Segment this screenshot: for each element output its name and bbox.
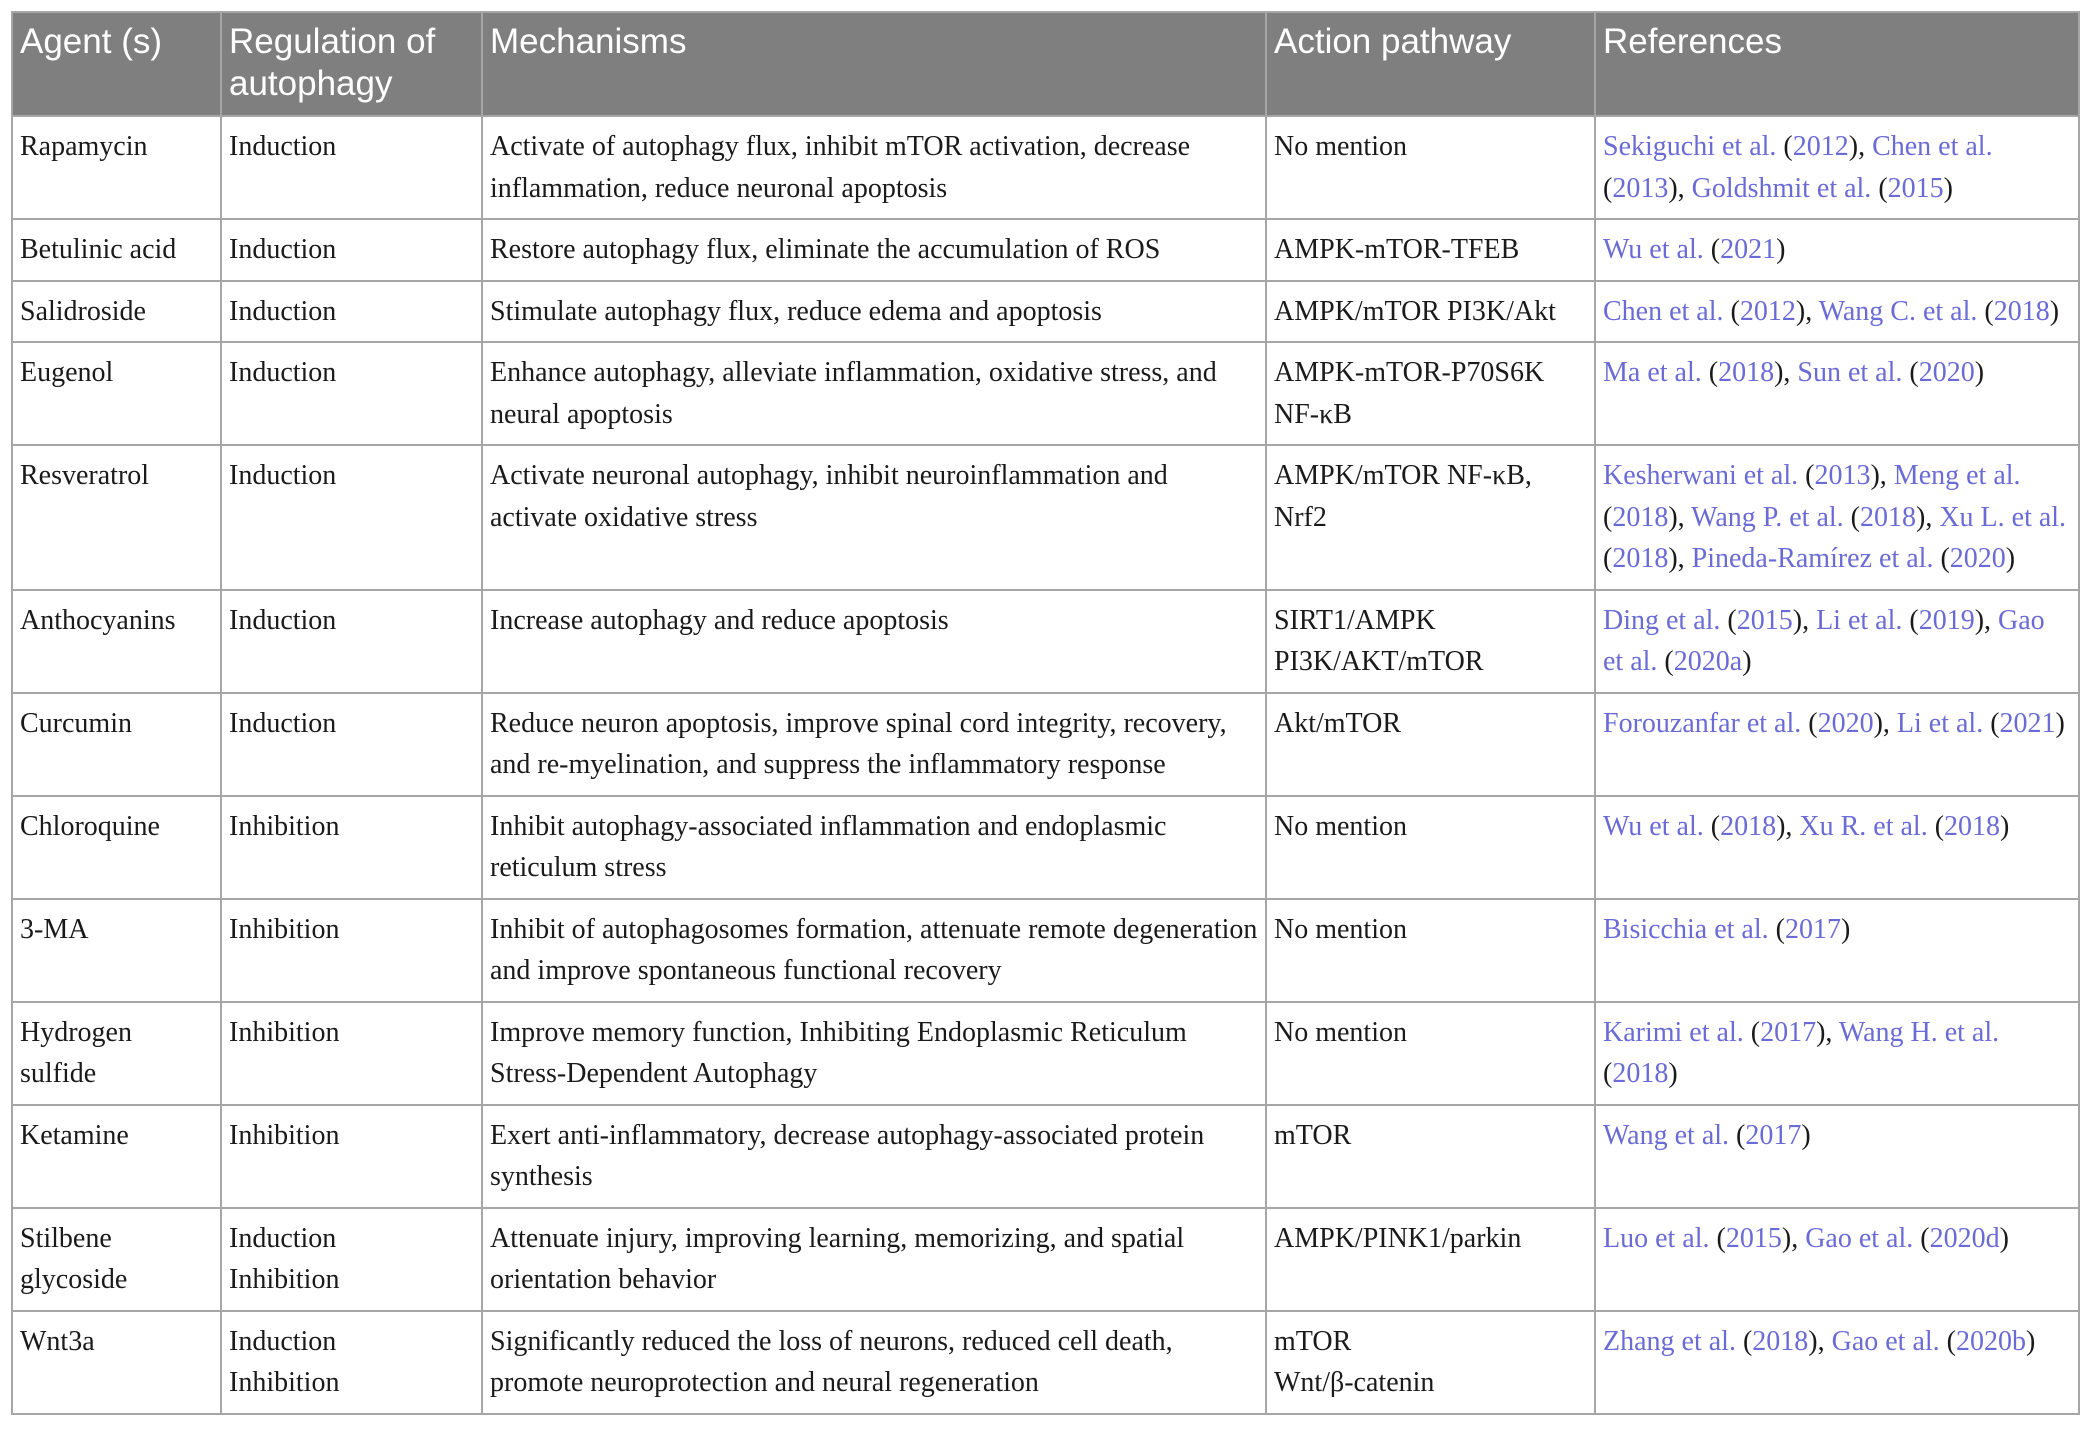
reference-author-link[interactable]: Sekiguchi et al. [1603, 131, 1777, 162]
reference-year-link[interactable]: 2021 [1720, 234, 1777, 265]
reference-author-link[interactable]: Kesherwani et al. [1603, 460, 1799, 491]
regulation-value: Inhibition [229, 1119, 340, 1151]
reference-year-link[interactable]: 2018 [1752, 1325, 1809, 1357]
reference-author-link[interactable]: Ding et al. [1603, 604, 1721, 636]
reference-author-link[interactable]: Wang P. et al. [1691, 501, 1844, 533]
cell-references: Zhang et al. (2018), Gao et al. (2020b) [1595, 1311, 2079, 1414]
table-row [12, 219, 2079, 281]
reference-author-link[interactable]: Pineda-Ramírez et al. [1691, 543, 1934, 574]
cell-action-pathway [1266, 342, 1595, 445]
reference-author-link[interactable]: Sun et al. [1797, 357, 1903, 388]
cell-action-pathway [1266, 590, 1595, 693]
cell-agent: Wnt3a [12, 1311, 221, 1414]
reference-author-link[interactable]: Chen et al. [1603, 295, 1724, 327]
reference-author-link[interactable]: Goldshmit et al. [1691, 172, 1872, 204]
cell-mechanism: Inhibit autophagy-associated inflammation and endoplasmic reticulum stress [482, 796, 1266, 899]
pathway-value: AMPK/mTOR PI3K/Akt [1274, 295, 1556, 327]
pathway-value: No mention [1274, 810, 1407, 842]
table-row [12, 590, 2079, 693]
pathway-value: AMPK/mTOR NF-κB, [1274, 460, 1532, 491]
table-header-row [12, 12, 2079, 116]
cell-agent: Curcumin [12, 693, 221, 796]
regulation-value: Induction [229, 1325, 337, 1357]
cell-references: Chen et al. (2012), Wang C. et al. (2018) [1595, 281, 2079, 343]
header-agent: Agent (s) [12, 12, 221, 116]
cell-mechanism: Attenuate injury, improving learning, memorizing, and spatial orientation behavior [482, 1208, 1266, 1311]
reference-year-link[interactable]: 2012 [1792, 131, 1849, 162]
cell-agent: Hydrogen sulfide [12, 1002, 221, 1105]
reference-author-link[interactable]: Wu et al. [1603, 810, 1704, 842]
cell-mechanism: Enhance autophagy, alleviate inflammation, oxidative stress, and neural apoptosis [482, 342, 1266, 445]
cell-regulation [221, 693, 482, 796]
reference-year-link[interactable]: 2015 [1736, 604, 1793, 636]
table-row [12, 116, 2079, 219]
regulation-value: Inhibition [229, 1367, 340, 1398]
reference-author-link[interactable]: Karimi et al. [1603, 1016, 1744, 1048]
cell-references: Wu et al. (2018), Xu R. et al. (2018) [1595, 796, 2079, 899]
cell-agent: Rapamycin [12, 116, 221, 219]
reference-year-link[interactable]: 2020 [1949, 543, 2006, 574]
reference-author-link[interactable]: Zhang et al. [1603, 1325, 1736, 1357]
pathway-value: AMPK-mTOR-P70S6K [1274, 357, 1545, 388]
cell-mechanism: Exert anti-inflammatory, decrease autophagy-associated protein synthesis [482, 1105, 1266, 1208]
reference-year-link[interactable]: 2020 [1918, 357, 1975, 388]
reference-year-link[interactable]: 2018 [1612, 543, 1669, 574]
cell-regulation [221, 1105, 482, 1208]
cell-regulation [221, 1002, 482, 1105]
table-row [12, 1311, 2079, 1414]
table-row [12, 796, 2079, 899]
reference-author-link[interactable]: Wang C. et al. [1818, 295, 1978, 327]
regulation-value: Induction [229, 1222, 337, 1254]
reference-year-link[interactable]: 2017 [1745, 1119, 1802, 1151]
reference-author-link[interactable]: Wang H. et al. [1838, 1016, 2000, 1048]
cell-agent: 3-MA [12, 899, 221, 1002]
cell-mechanism: Increase autophagy and reduce apoptosis [482, 590, 1266, 693]
cell-references: Ma et al. (2018), Sun et al. (2020) [1595, 342, 2079, 445]
cell-references: Wang et al. (2017) [1595, 1105, 2079, 1208]
cell-regulation [221, 899, 482, 1002]
pathway-value: Nrf2 [1274, 501, 1327, 533]
reference-author-link[interactable]: Xu L. et al. [1939, 501, 2067, 533]
cell-mechanism: Reduce neuron apoptosis, improve spinal cord integrity, recovery, and re-myelination, and suppress the inflammatory response [482, 693, 1266, 796]
pathway-value: mTOR [1274, 1119, 1352, 1151]
regulation-value: Induction [229, 234, 337, 265]
cell-regulation [221, 1311, 482, 1414]
reference-year-link[interactable]: 2017 [1784, 913, 1841, 945]
regulation-value: Inhibition [229, 1264, 340, 1295]
regulation-value: Inhibition [229, 913, 340, 945]
table-row [12, 342, 2079, 445]
reference-year-link[interactable]: 2018 [1944, 810, 2001, 842]
cell-agent: Anthocyanins [12, 590, 221, 693]
regulation-value: Induction [229, 604, 337, 636]
reference-author-link[interactable]: Gao et al. [1831, 1325, 1940, 1357]
regulation-value: Induction [229, 295, 337, 327]
cell-references: Bisicchia et al. (2017) [1595, 899, 2079, 1002]
reference-author-link[interactable]: Gao et al. [1603, 604, 2045, 677]
cell-references: Luo et al. (2015), Gao et al. (2020d) [1595, 1208, 2079, 1311]
reference-year-link[interactable]: 2018 [1718, 357, 1775, 388]
cell-action-pathway [1266, 899, 1595, 1002]
header-references: References [1595, 12, 2079, 116]
cell-regulation [221, 342, 482, 445]
reference-year-link[interactable]: 2013 [1814, 460, 1871, 491]
cell-action-pathway [1266, 1002, 1595, 1105]
table-row [12, 1002, 2079, 1105]
cell-agent: Resveratrol [12, 445, 221, 590]
reference-year-link[interactable]: 2012 [1739, 295, 1796, 327]
autophagy-agents-table [11, 11, 2080, 1415]
cell-action-pathway [1266, 219, 1595, 281]
cell-action-pathway [1266, 796, 1595, 899]
pathway-value: Akt/mTOR [1274, 707, 1402, 739]
cell-agent: Chloroquine [12, 796, 221, 899]
cell-regulation [221, 445, 482, 590]
cell-agent: Betulinic acid [12, 219, 221, 281]
cell-regulation [221, 796, 482, 899]
reference-author-link[interactable]: Ma et al. [1603, 357, 1702, 388]
reference-author-link[interactable]: Li et al. [1896, 707, 1984, 739]
cell-agent: Stilbene glycoside [12, 1208, 221, 1311]
regulation-value: Inhibition [229, 1016, 340, 1048]
reference-author-link[interactable]: Xu R. et al. [1799, 810, 1928, 842]
regulation-value: Induction [229, 460, 337, 491]
regulation-value: Induction [229, 131, 337, 162]
cell-mechanism: Inhibit of autophagosomes formation, attenuate remote degeneration and improve spontaneous functional recovery [482, 899, 1266, 1002]
regulation-value: Inhibition [229, 810, 340, 842]
header-regulation: Regulation of autophagy [221, 12, 482, 116]
reference-year-link[interactable]: 2019 [1918, 604, 1975, 636]
pathway-value: AMPK-mTOR-TFEB [1274, 234, 1520, 265]
cell-action-pathway [1266, 1105, 1595, 1208]
cell-mechanism: Activate neuronal autophagy, inhibit neuroinflammation and activate oxidative stress [482, 445, 1266, 590]
cell-action-pathway [1266, 1208, 1595, 1311]
cell-agent: Ketamine [12, 1105, 221, 1208]
header-action-pathway: Action pathway [1266, 12, 1595, 116]
cell-mechanism: Improve memory function, Inhibiting Endoplasmic Reticulum Stress-Dependent Autophagy [482, 1002, 1266, 1105]
reference-author-link[interactable]: Li et al. [1816, 604, 1903, 636]
cell-mechanism: Restore autophagy flux, eliminate the accumulation of ROS [482, 219, 1266, 281]
reference-author-link[interactable]: Gao et al. [1805, 1222, 1914, 1254]
reference-author-link[interactable]: Luo et al. [1603, 1222, 1710, 1254]
pathway-value: AMPK/PINK1/parkin [1274, 1222, 1522, 1254]
table-row [12, 693, 2079, 796]
cell-references: Ding et al. (2015), Li et al. (2019), Gao et al. (2020a) [1595, 590, 2079, 693]
pathway-value: PI3K/AKT/mTOR [1274, 646, 1484, 677]
pathway-value: No mention [1274, 131, 1407, 162]
reference-year-link[interactable]: 2018 [1859, 501, 1916, 533]
cell-mechanism: Stimulate autophagy flux, reduce edema and apoptosis [482, 281, 1266, 343]
regulation-value: Induction [229, 357, 337, 388]
cell-action-pathway [1266, 281, 1595, 343]
cell-references: Wu et al. (2021) [1595, 219, 2079, 281]
reference-year-link[interactable]: 2018 [1720, 810, 1777, 842]
pathway-value: No mention [1274, 913, 1407, 945]
cell-references: Forouzanfar et al. (2020), Li et al. (2021) [1595, 693, 2079, 796]
pathway-value: No mention [1274, 1016, 1407, 1048]
cell-action-pathway [1266, 693, 1595, 796]
cell-references: Karimi et al. (2017), Wang H. et al. (2018) [1595, 1002, 2079, 1105]
reference-author-link[interactable]: Bisicchia et al. [1603, 913, 1769, 945]
pathway-value: Wnt/β-catenin [1274, 1367, 1435, 1398]
reference-author-link[interactable]: Wang et al. [1603, 1119, 1730, 1151]
reference-year-link[interactable]: 2017 [1760, 1016, 1817, 1048]
pathway-value: mTOR [1274, 1325, 1352, 1357]
cell-regulation [221, 219, 482, 281]
header-mechanisms: Mechanisms [482, 12, 1266, 116]
reference-year-link[interactable]: 2020 [1817, 707, 1874, 739]
pathway-value: SIRT1/AMPK [1274, 604, 1436, 636]
reference-year-link[interactable]: 2013 [1612, 172, 1669, 204]
reference-year-link[interactable]: 2018 [1612, 1058, 1669, 1089]
cell-regulation [221, 281, 482, 343]
table-body [12, 116, 2079, 1414]
cell-action-pathway [1266, 116, 1595, 219]
cell-agent: Salidroside [12, 281, 221, 343]
cell-regulation [221, 116, 482, 219]
table-row [12, 445, 2079, 590]
reference-author-link[interactable]: Wu et al. [1603, 234, 1704, 265]
regulation-value: Induction [229, 707, 337, 739]
cell-action-pathway [1266, 445, 1595, 590]
reference-author-link[interactable]: Meng et al. [1893, 460, 2021, 491]
cell-regulation [221, 590, 482, 693]
reference-author-link[interactable]: Chen et al. [1872, 131, 1993, 162]
autophagy-agents-table-container [11, 11, 2078, 1415]
table-row [12, 1105, 2079, 1208]
cell-references: Kesherwani et al. (2013), Meng et al. (2018), Wang P. et al. (2018), Xu L. et al. (2018), Pineda-Ramírez et al. (2020) [1595, 445, 2079, 590]
reference-author-link[interactable]: Forouzanfar et al. [1603, 707, 1802, 739]
table-row [12, 1208, 2079, 1311]
reference-year-link[interactable]: 2018 [1612, 501, 1669, 533]
cell-action-pathway [1266, 1311, 1595, 1414]
reference-year-link[interactable]: 2020a [1673, 646, 1743, 677]
reference-year-link[interactable]: 2015 [1887, 172, 1944, 204]
cell-mechanism: Significantly reduced the loss of neurons, reduced cell death, promote neuroprotection and neural regeneration [482, 1311, 1266, 1414]
reference-year-link[interactable]: 2020d [1929, 1222, 2000, 1254]
reference-year-link[interactable]: 2020b [1956, 1325, 2026, 1357]
cell-references: Sekiguchi et al. (2012), Chen et al. (2013), Goldshmit et al. (2015) [1595, 116, 2079, 219]
cell-agent: Eugenol [12, 342, 221, 445]
pathway-value: NF-κB [1274, 398, 1352, 430]
reference-year-link[interactable]: 2021 [1999, 707, 2056, 739]
reference-year-link[interactable]: 2015 [1725, 1222, 1782, 1254]
cell-regulation [221, 1208, 482, 1311]
table-row [12, 281, 2079, 343]
cell-mechanism: Activate of autophagy flux, inhibit mTOR activation, decrease inflammation, reduce neuronal apoptosis [482, 116, 1266, 219]
table-row [12, 899, 2079, 1002]
reference-year-link[interactable]: 2018 [1993, 295, 2050, 327]
